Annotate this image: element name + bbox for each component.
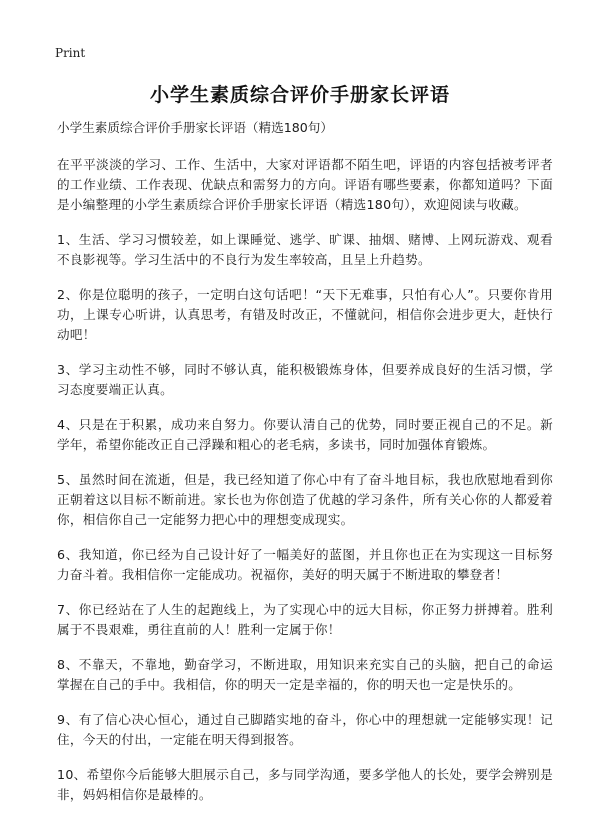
- comment-item-2: 2、你是位聪明的孩子，一定明白这句话吧！“天下无难事，只怕有心人”。只要你肯用功，上课专心听讲，认真思考，有错及时改正，不懂就问，相信你会进步更大，赶快行动吧！: [57, 287, 553, 342]
- comment-item-9: 9、有了信心决心恒心，通过自己脚踏实地的奋斗，你心中的理想就一定能够实现！记住，今天的付出，一定能在明天得到报答。: [57, 712, 553, 747]
- comment-item-4: 4、只是在于积累，成功来自努力。你要认清自己的优势，同时要正视自己的不足。新学年，希望你能改正自己浮躁和粗心的老毛病，多读书，同时加强体育锻炼。: [57, 417, 553, 452]
- comment-item-10: 10、希望你今后能够大胆展示自己，多与同学沟通，要多学他人的长处，要学会辨别是非，妈妈相信你是最棒的。: [57, 767, 553, 802]
- comment-item-5: 5、虽然时间在流逝，但是，我已经知道了你心中有了奋斗地目标，我也欣慰地看到你正朝着这以目标不断前进。家长也为你创造了优越的学习条件，所有关心你的人都爱着你，相信你自己一定能努力把心中的理想变成现实。: [57, 472, 553, 527]
- print-link[interactable]: Print: [55, 46, 86, 60]
- comment-item-7: 7、你已经站在了人生的起跑线上，为了实现心中的远大目标，你正努力拼搏着。胜利属于不畏艰难，勇往直前的人！胜利一定属于你！: [57, 602, 553, 637]
- document-subtitle: 小学生素质综合评价手册家长评语（精选180句）: [57, 120, 333, 135]
- comment-item-6: 6、我知道，你已经为自己设计好了一幅美好的蓝图，并且你也正在为实现这一目标努力奋斗着。我相信你一定能成功。祝福你，美好的明天属于不断进取的攀登者！: [57, 547, 553, 582]
- intro-paragraph: 在平平淡淡的学习、工作、生活中，大家对评语都不陌生吧，评语的内容包括被考评者的工作业绩、工作表现、优缺点和需努力的方向。评语有哪些要素，你都知道吗？下面是小编整理的小学生素质综合评价手册家长评语（精选180句），欢迎阅读与收藏。: [57, 157, 553, 212]
- page-title: 小学生素质综合评价手册家长评语: [149, 84, 450, 106]
- comment-item-8: 8、不靠天，不靠地，勤奋学习，不断进取，用知识来充实自己的头脑，把自己的命运掌握在自己的手中。我相信，你的明天一定是幸福的，你的明天也一定是快乐的。: [57, 657, 553, 692]
- comment-item-1: 1、生活、学习习惯较差，如上课睡觉、逃学、旷课、抽烟、赌博、上网玩游戏、观看不良影视等。学习生活中的不良行为发生率较高，且呈上升趋势。: [57, 232, 553, 267]
- comment-item-3: 3、学习主动性不够，同时不够认真，能积极锻炼身体，但要养成良好的生活习惯，学习态度要端正认真。: [57, 362, 553, 397]
- document-body: [57, 118, 553, 820]
